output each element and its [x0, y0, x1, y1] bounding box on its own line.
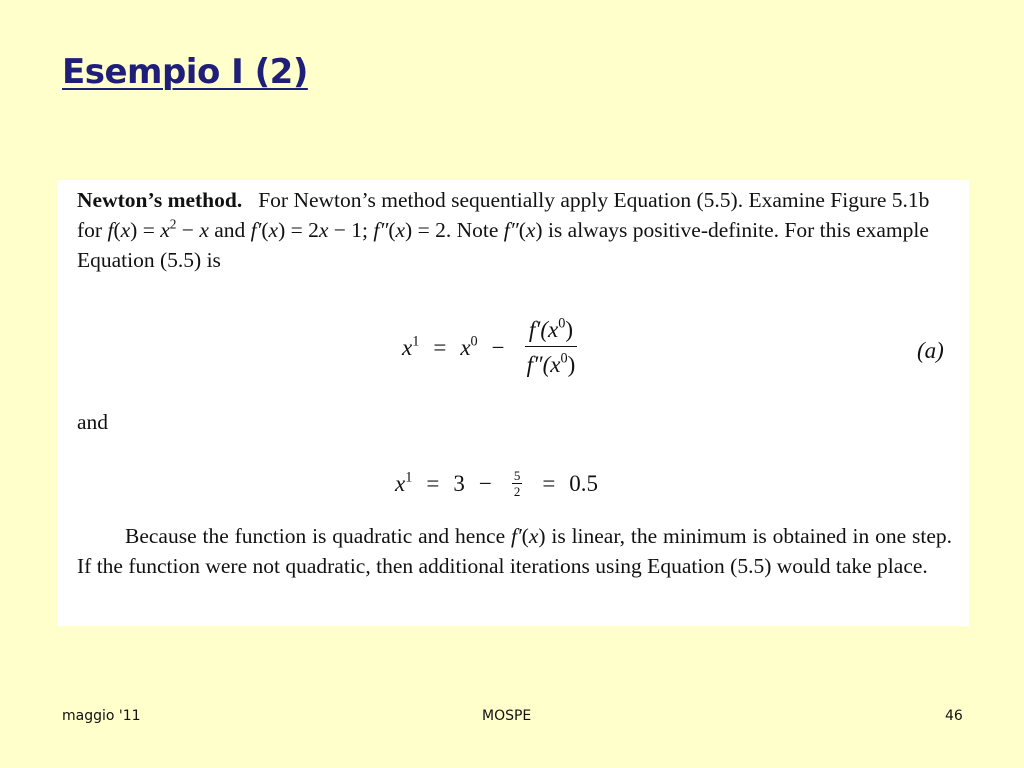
math-symbol: f′ — [250, 218, 262, 242]
footer-date: maggio '11 — [62, 708, 141, 724]
math-symbol: x — [268, 218, 279, 242]
math-symbol: f″(x — [526, 352, 561, 377]
text-run: ( — [261, 218, 269, 242]
text-run: ) — [565, 317, 574, 342]
math-symbol: x — [120, 218, 131, 242]
text-run: ) is always positive-definite. For this example Equation (5.5) is — [77, 218, 929, 272]
minus-sign: − — [478, 470, 492, 496]
fraction-denominator — [525, 346, 578, 376]
slide-number: 46 — [945, 708, 963, 724]
equals-sign: = — [542, 470, 556, 496]
fraction-numerator: 5 — [513, 467, 521, 483]
math-symbol: f′ — [510, 524, 522, 548]
math-symbol: f — [107, 218, 114, 242]
fraction-denominator: 2 — [513, 483, 521, 499]
result-value: 0.5 — [569, 470, 599, 496]
math-symbol: x — [528, 524, 539, 548]
connector-word: and — [77, 410, 109, 434]
superscript: 0 — [560, 350, 568, 367]
scanned-textbook-excerpt — [57, 180, 969, 626]
superscript: 1 — [412, 333, 420, 350]
intro-paragraph — [77, 185, 952, 275]
math-symbol: x — [395, 470, 406, 496]
math-symbol: x — [460, 334, 471, 360]
text-run: and — [208, 218, 251, 242]
text-run: ) = 2 — [278, 218, 319, 242]
superscript: 1 — [405, 469, 413, 486]
math-symbol: x — [402, 334, 413, 360]
equals-sign: = — [426, 470, 440, 496]
math-symbol: f′(x — [528, 317, 559, 342]
newton-result-equation — [395, 465, 598, 501]
text-run: For Newton’s method sequentially apply Equation (5.5). — [258, 188, 744, 212]
minus-sign: − — [491, 334, 505, 360]
text-run: Because the function is quadratic and hence — [125, 524, 511, 548]
text-run: ) — [567, 352, 576, 377]
equals-sign: = — [433, 334, 447, 360]
text-run: Examine Figure 5.1b for — [77, 188, 930, 242]
text-run: ( — [521, 524, 529, 548]
footer-course: MOSPE — [482, 708, 532, 724]
math-symbol: f″ — [503, 218, 519, 242]
text-run: ) is linear, the minimum is obtained in one step. If the function were not quadratic, then additional iterations using Equation (5.5) would take place. — [77, 524, 952, 578]
text-run: ) = 2. Note — [405, 218, 504, 242]
superscript: 0 — [558, 315, 566, 332]
equation-label: (a) — [917, 338, 944, 363]
math-symbol: x — [318, 218, 329, 242]
text-run: ) = — [130, 218, 161, 242]
text-run: ( — [113, 218, 121, 242]
math-symbol: x — [395, 218, 406, 242]
math-symbol: f″ — [373, 218, 389, 242]
text-run: ( — [518, 218, 526, 242]
slide-title: Esempio I (2) — [62, 52, 308, 92]
text-run: − — [176, 218, 200, 242]
fraction-numerator — [527, 315, 575, 346]
superscript: 0 — [470, 333, 478, 350]
fraction — [525, 315, 578, 377]
paragraph-lead: Newton’s method. — [77, 188, 243, 212]
number: 3 — [453, 470, 465, 496]
fraction — [512, 469, 523, 498]
text-run: ( — [388, 218, 396, 242]
superscript: 2 — [169, 216, 177, 232]
math-symbol: x — [160, 218, 170, 242]
newton-update-equation — [402, 312, 583, 382]
math-symbol: x — [525, 218, 536, 242]
math-symbol: x — [199, 218, 209, 242]
text-run: − 1; — [328, 218, 374, 242]
conclusion-paragraph — [77, 521, 952, 581]
